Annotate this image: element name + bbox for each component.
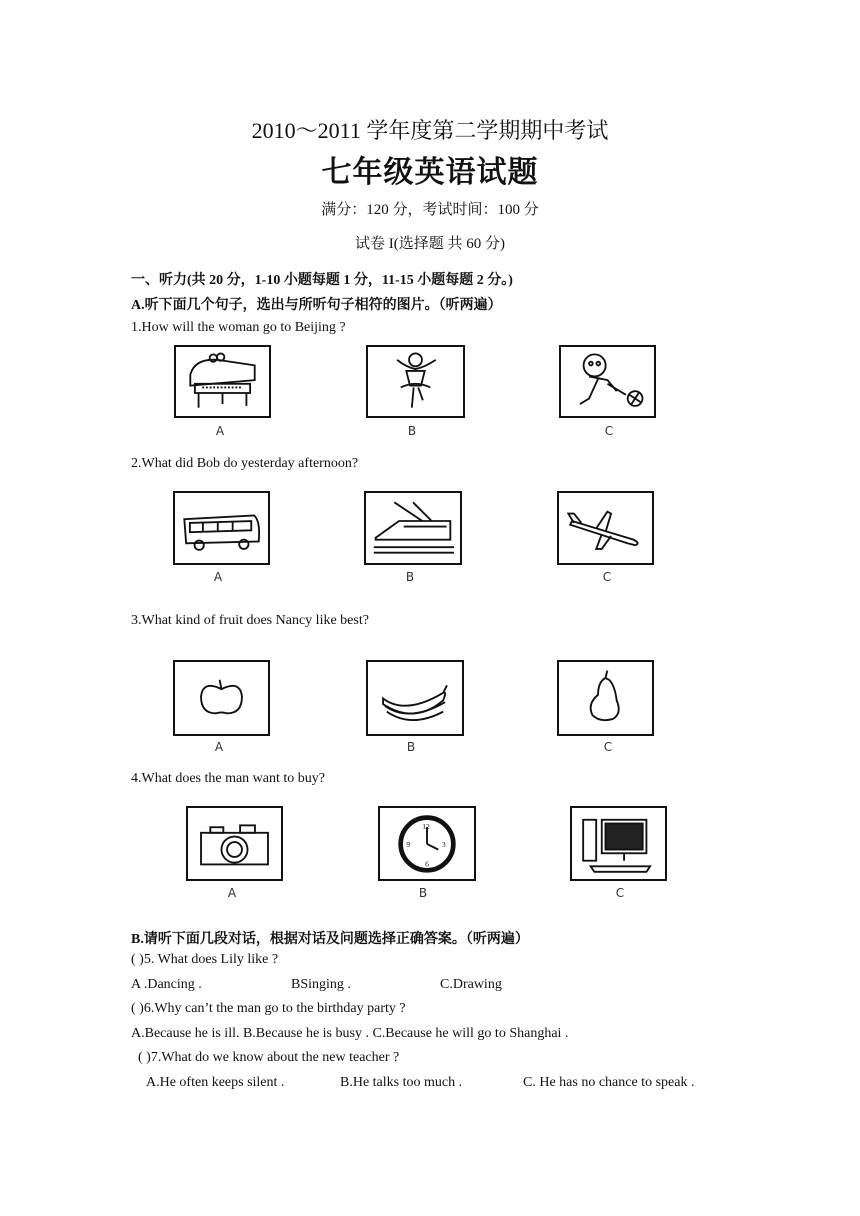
question-1: 1.How will the woman go to Beijing ? <box>131 320 346 335</box>
exam-score-time: 满分：120 分，考试时间：100 分 <box>321 202 539 218</box>
question-2: 2.What did Bob do yesterday afternoon? <box>131 456 359 471</box>
option-label: C <box>615 886 625 900</box>
paper-heading: 试卷 I(选择题 共 60 分) <box>355 236 505 252</box>
mcq-7-stem: ( )7.What do we know about the new teacher ? <box>138 1050 400 1065</box>
option-label: A <box>227 886 237 900</box>
question-3: 3.What kind of fruit does Nancy like best? <box>131 613 369 628</box>
exam-title: 2010～2011 学年度第二学期期中考试 <box>251 118 609 143</box>
section-heading: 一、听力(共 20 分，1-10 小题每题 1 分，11-15 小题每题 2 分。) <box>131 273 513 288</box>
train-icon <box>364 491 462 565</box>
clock-icon <box>378 806 476 881</box>
option-label: A <box>215 424 225 438</box>
camera-icon <box>186 806 283 881</box>
ballet-dancer-icon <box>366 345 465 418</box>
apple-icon <box>173 660 270 736</box>
svg-text:12: 12 <box>422 821 430 831</box>
svg-text:3: 3 <box>442 839 446 849</box>
part-b-instruction: B.请听下面几段对话，根据对话及问题选择正确答案。（听两遍） <box>131 932 529 947</box>
svg-text:9: 9 <box>406 839 411 849</box>
computer-icon <box>570 806 667 881</box>
option-label: C <box>603 740 613 754</box>
option-label: C <box>602 570 612 584</box>
question-4: 4.What does the man want to buy? <box>131 771 326 786</box>
option-label: A <box>213 570 223 584</box>
mcq-7-option-a: A.He often keeps silent . <box>146 1075 285 1090</box>
mcq-5-option-b: BSinging . <box>291 977 351 992</box>
option-label: A <box>214 740 224 754</box>
part-a-instruction: A.听下面几个句子，选出与所听句子相符的图片。（听两遍） <box>131 298 502 313</box>
mcq-6-stem: ( )6.Why can’t the man go to the birthday party ? <box>131 1001 406 1016</box>
bus-icon <box>173 491 270 565</box>
mcq-5-option-c: C.Drawing <box>440 977 502 992</box>
mcq-6-options: A.Because he is ill. B.Because he is busy . C.Because he will go to Shanghai . <box>131 1026 569 1041</box>
piano-icon <box>174 345 271 418</box>
option-label: C <box>604 424 614 438</box>
mcq-7-option-c: C. He has no chance to speak . <box>523 1075 695 1090</box>
exam-subject-title: 七年级英语试题 <box>321 155 539 190</box>
svg-text:6: 6 <box>425 859 429 869</box>
boy-kicking-ball-icon <box>559 345 656 418</box>
bananas-icon <box>366 660 464 736</box>
option-label: B <box>418 886 428 900</box>
option-label: B <box>407 424 417 438</box>
option-label: B <box>405 570 415 584</box>
airplane-icon <box>557 491 654 565</box>
mcq-7-option-b: B.He talks too much . <box>340 1075 463 1090</box>
pear-icon <box>557 660 654 736</box>
option-label: B <box>406 740 416 754</box>
mcq-5-option-a: A .Dancing . <box>131 977 202 992</box>
mcq-5-stem: ( )5. What does Lily like ? <box>131 952 279 967</box>
